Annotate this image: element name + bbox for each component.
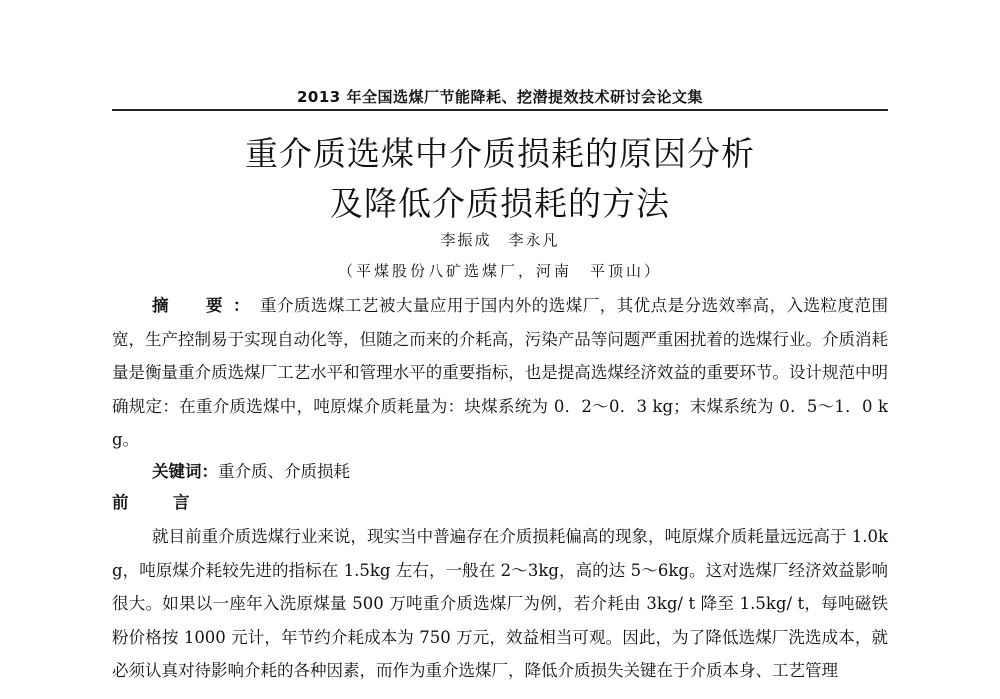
abstract-text: 重介质选煤工艺被大量应用于国内外的选煤厂，其优点是分选效率高，入选粒度范围宽，生产控制易于实现自动化等，但随之而来的介耗高，污染产品等问题严重困扰着的选煤行业。介质消耗量是衡量重介质选煤厂工艺水平和管理水平的重要指标，也是提高选煤经济效益的重要环节。设计规范中明确规定：在重介质选煤中，吨原煤介质耗量为：块煤系统为 0．2～0．3 kg；末煤系统为 0．5～1．0 kg。 — [112, 296, 889, 449]
keywords-text: 重介质、介质损耗 — [218, 462, 350, 481]
preface-indent — [112, 527, 152, 546]
paper-title-line-1: 重介质选煤中介质损耗的原因分析 — [245, 134, 755, 173]
keywords — [112, 457, 888, 487]
keywords-label: 关键词： — [152, 462, 218, 481]
paper-title-line-2: 及降低介质损耗的方法 — [330, 184, 670, 223]
abstract-indent — [112, 296, 152, 315]
header-rule — [112, 109, 888, 111]
keywords-indent — [112, 462, 152, 481]
preface-text: 就目前重介质选煤行业来说，现实当中普遍存在介质损耗偏高的现象，吨原煤介质耗量远远高于 1.0kg，吨原煤介耗较先进的指标在 1.5kg 左右，一般在 2～3kg，高的达 5～6kg。这对选煤厂经济效益影响很大。如果以一座年入洗原煤量 500 万吨重介质选煤厂为例，若介耗由 3kg/ t 降至 1.5kg/ t，每吨磁铁粉价格按 1000 元计，年节约介耗成本为 750 万元，效益相当可观。因此，为了降低选煤厂洗选成本，就必须认真对待影响介耗的各种因素，而作为重介选煤厂，降低介质损失关键在于介质本身、工艺管理 — [112, 527, 888, 680]
running-header: 2013 年全国选煤厂节能降耗、挖潜提效技术研讨会论文集 — [297, 88, 703, 106]
preface-heading: 前 言 — [112, 493, 204, 512]
affiliation: （平煤股份八矿选煤厂，河南 平顶山） — [337, 262, 662, 280]
abstract — [112, 289, 888, 457]
preface-body — [112, 520, 888, 688]
abstract-label: 摘 要： — [152, 296, 260, 315]
authors: 李振成 李永凡 — [440, 231, 560, 249]
